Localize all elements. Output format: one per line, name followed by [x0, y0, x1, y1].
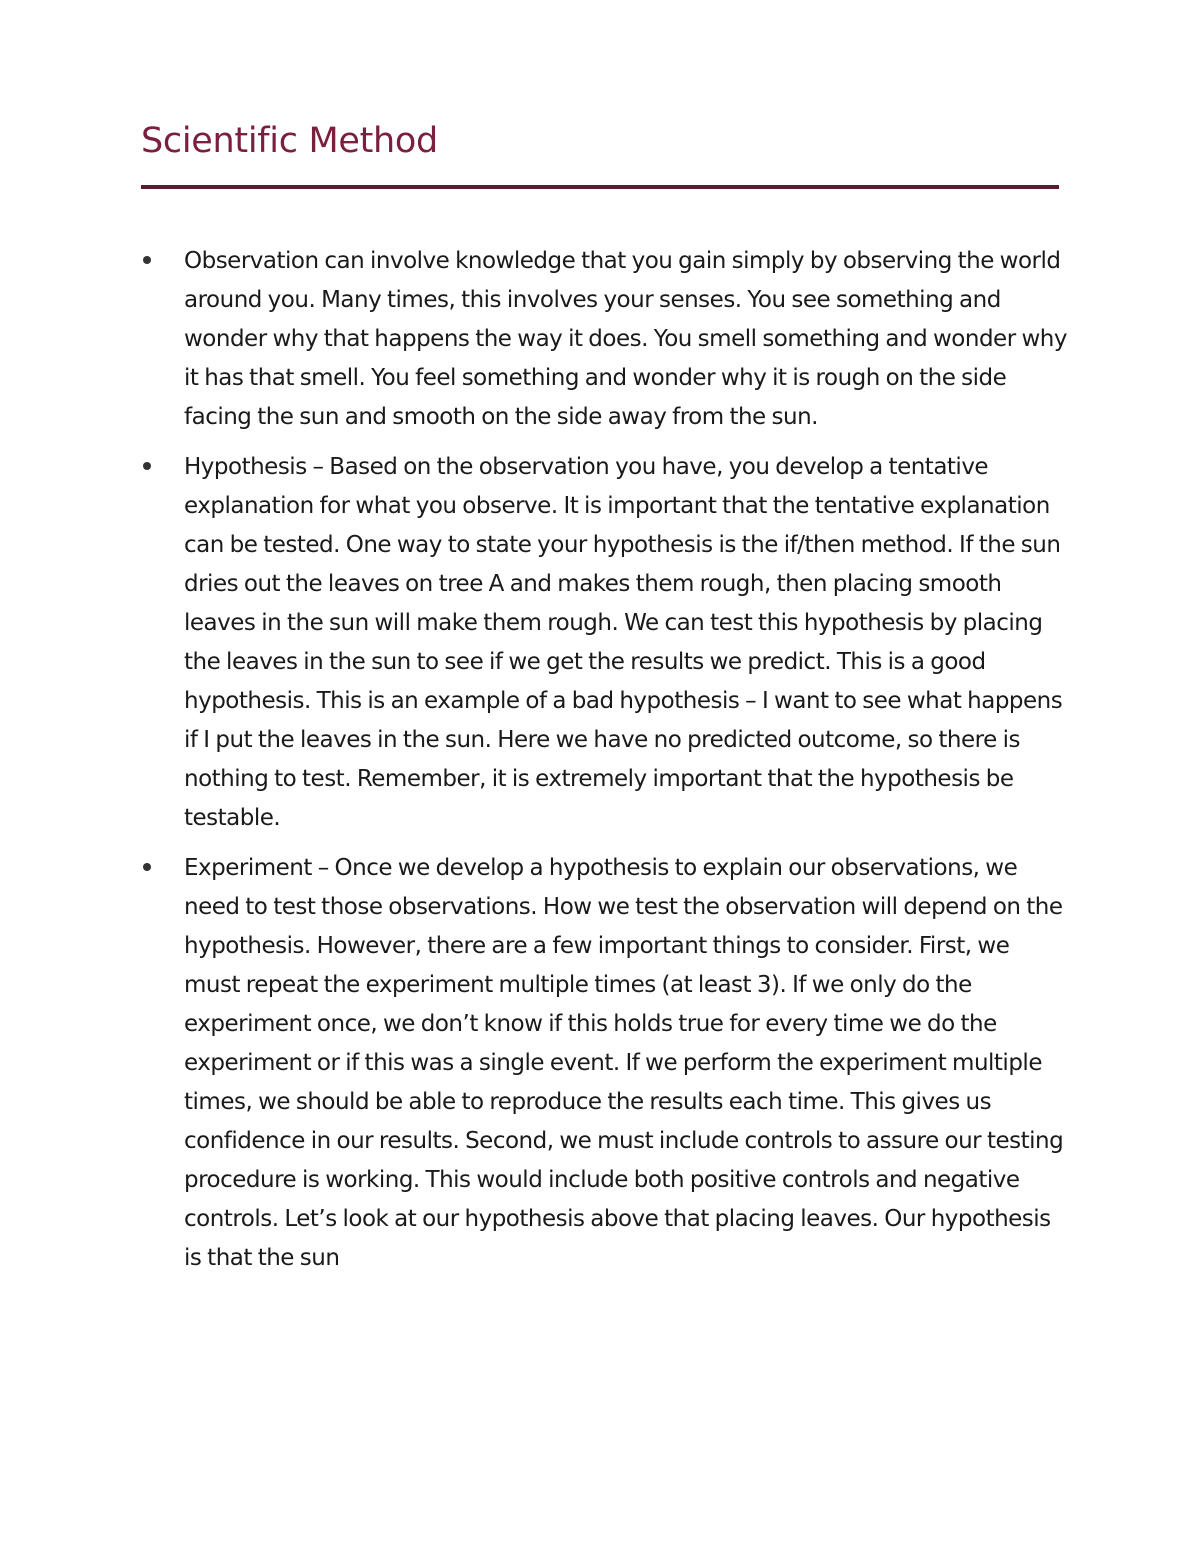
- bullet-item-observation: [141, 242, 1071, 437]
- bullet-text: Hypothesis – Based on the observation you have, you develop a tentative explanation for what you observe. It is important that the tentative explanation can be tested. One way to state your hypothesis is the if/then method. If the sun dries out the leaves on tree A and makes them rough, then placing smooth leaves in the sun will make them rough. We can test this hypothesis by placing the leaves in the sun to see if we get the results we predict. This is a good hypothesis. This is an example of a bad hypothesis – I want to see what happens if I put the leaves in the sun. Here we have no predicted outcome, so there is nothing to test. Remember, it is extremely important that the hypothesis be testable.: [184, 454, 1063, 831]
- bullet-dot-icon: [143, 256, 151, 264]
- title-underline-rule: [141, 185, 1059, 189]
- bullet-list: [141, 242, 1071, 1289]
- bullet-dot-icon: [143, 863, 151, 871]
- bullet-text: Observation can involve knowledge that you gain simply by observing the world around you. Many times, this involves your senses. You see something and wonder why that happens the way it does. You smell something and wonder why it has that smell. You feel something and wonder why it is rough on the side facing the sun and smooth on the side away from the sun.: [184, 248, 1067, 430]
- page-title: Scientific Method: [141, 121, 438, 161]
- bullet-item-hypothesis: [141, 448, 1071, 838]
- bullet-text: Experiment – Once we develop a hypothesis to explain our observations, we need to test those observations. How we test the observation will depend on the hypothesis. However, there are a few important things to consider. First, we must repeat the experiment multiple times (at least 3). If we only do the experiment once, we don’t know if this holds true for every time we do the experiment or if this was a single event. If we perform the experiment multiple times, we should be able to reproduce the results each time. This gives us confidence in our results. Second, we must include controls to assure our testing procedure is working. This would include both positive controls and negative controls. Let’s look at our hypothesis above that placing leaves. Our hypothesis is that the sun: [184, 855, 1064, 1271]
- bullet-dot-icon: [143, 462, 151, 470]
- bullet-item-experiment: [141, 849, 1071, 1278]
